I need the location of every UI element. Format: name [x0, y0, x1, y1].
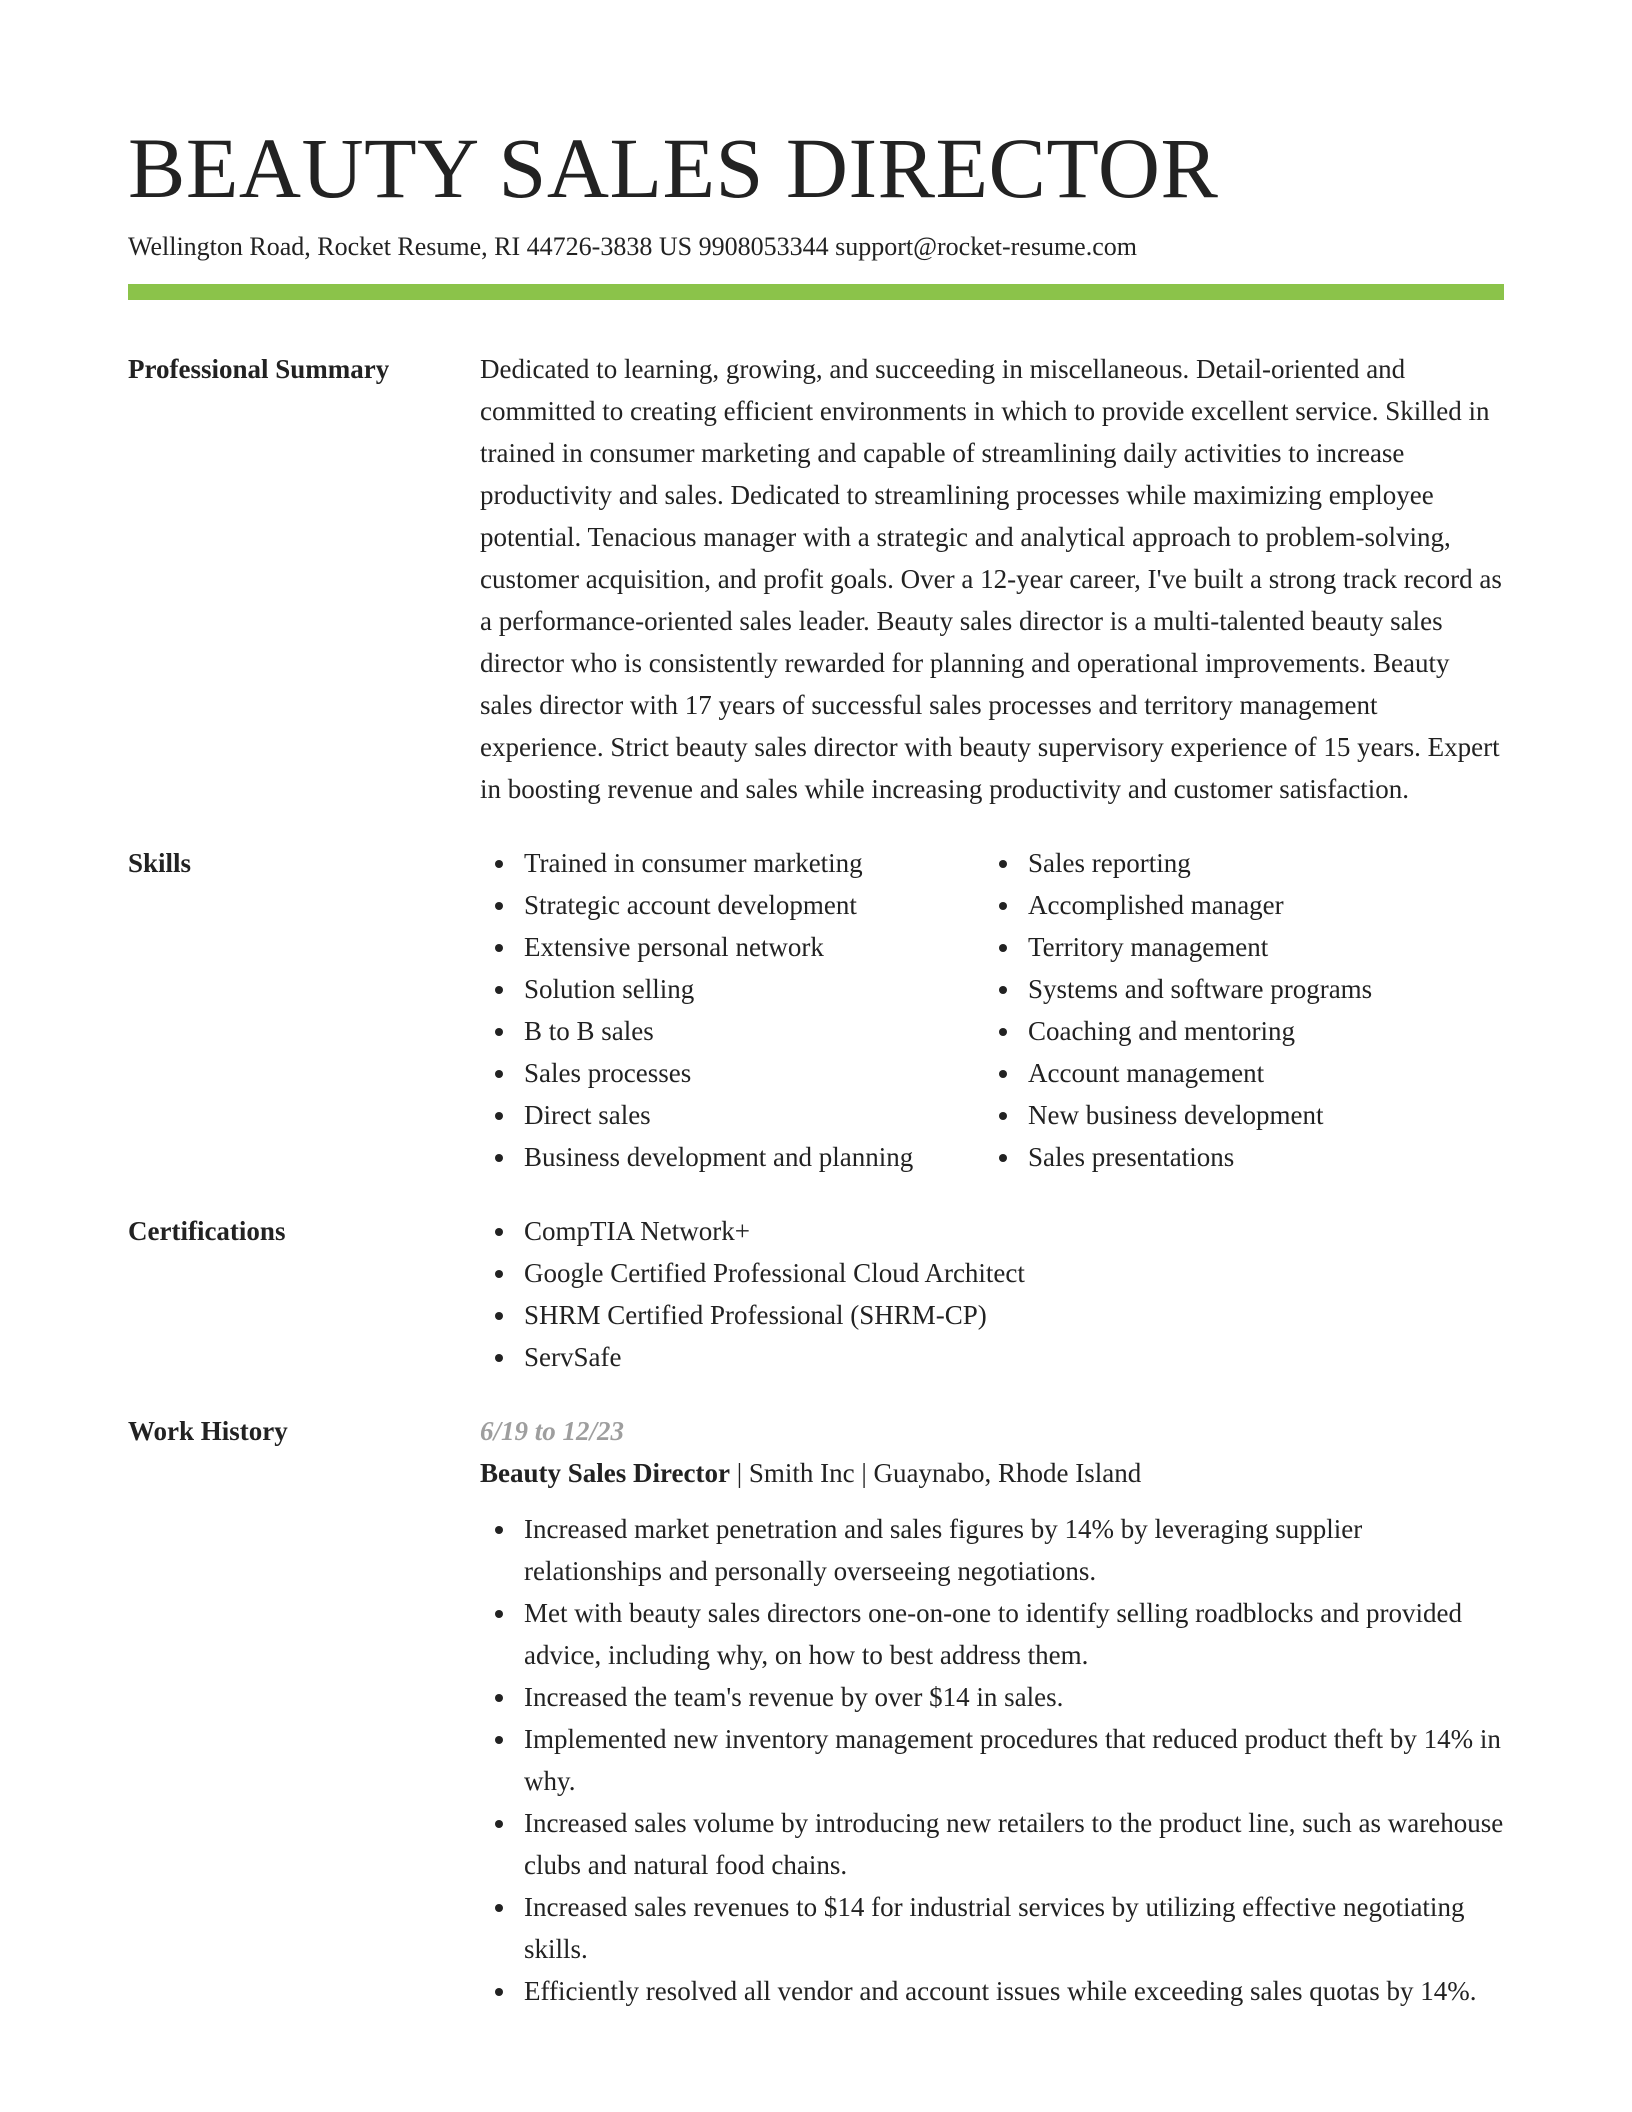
summary-body: [480, 348, 1504, 810]
job-bullet: Implemented new inventory management procedures that reduced product theft by 14% in why.: [480, 1718, 1504, 1802]
certifications-section: [128, 1210, 1504, 1378]
section-label-skills: Skills: [128, 848, 192, 878]
job-bullet: Increased sales revenues to $14 for industrial services by utilizing effective negotiating skills.: [480, 1886, 1504, 1970]
certification-item: Google Certified Professional Cloud Architect: [480, 1252, 1504, 1294]
job-details: | Smith Inc | Guaynabo, Rhode Island: [729, 1458, 1142, 1488]
skills-body: [480, 842, 1504, 1178]
summary-text: Dedicated to learning, growing, and succeeding in miscellaneous. Detail-oriented and committed to creating efficient environments in which to provide excellent service. Skilled in trained in consumer marketing and capable of streamlining daily activities to increase productivity and sales. Dedicated to streamlining processes while maximizing employee potential. Tenacious manager with a strategic and analytical approach to problem-solving, customer acquisition, and profit goals. Over a 12-year career, I've built a strong track record as a performance-oriented sales leader. Beauty sales director is a multi-talented beauty sales director who is consistently rewarded for planning and operational improvements. Beauty sales director with 17 years of successful sales processes and territory management experience. Strict beauty sales director with beauty supervisory experience of 15 years. Expert in boosting revenue and sales while increasing productivity and customer satisfaction.: [480, 354, 1502, 804]
skill-item: Strategic account development: [480, 884, 984, 926]
job-title: Beauty Sales Director: [480, 1458, 730, 1488]
skill-item: Coaching and mentoring: [984, 1010, 1504, 1052]
header-divider: [128, 284, 1504, 300]
work-history-body: [480, 1410, 1504, 2012]
job-bullet: Increased the team's revenue by over $14 in sales.: [480, 1676, 1504, 1718]
job-dates: 6/19 to 12/23: [480, 1416, 625, 1446]
work-history-section: [128, 1410, 1504, 2012]
certifications-list: [480, 1210, 1504, 1378]
summary-section: [128, 348, 1504, 810]
job-heading: [480, 1452, 1504, 1494]
job-bullet: Efficiently resolved all vendor and account issues while exceeding sales quotas by 14%.: [480, 1970, 1504, 2012]
job-bullet: Met with beauty sales directors one-on-one to identify selling roadblocks and provided advice, including why, on how to best address them.: [480, 1592, 1504, 1676]
job-bullet: Increased market penetration and sales figures by 14% by leveraging supplier relationships and personally overseeing negotiations.: [480, 1508, 1504, 1592]
skill-item: Extensive personal network: [480, 926, 984, 968]
skill-item: Direct sales: [480, 1094, 984, 1136]
skills-section: [128, 842, 1504, 1178]
skills-list-left: [480, 842, 984, 1178]
resume-title: BEAUTY SALES DIRECTOR: [128, 120, 1219, 216]
skill-item: Sales presentations: [984, 1136, 1504, 1178]
skill-item: Account management: [984, 1052, 1504, 1094]
skill-item: Territory management: [984, 926, 1504, 968]
skill-item: Systems and software programs: [984, 968, 1504, 1010]
skill-item: Trained in consumer marketing: [480, 842, 984, 884]
skill-item: Accomplished manager: [984, 884, 1504, 926]
skill-item: Business development and planning: [480, 1136, 984, 1178]
contact-line: Wellington Road, Rocket Resume, RI 44726-3838 US 9908053344 support@rocket-resume.com: [128, 232, 1137, 261]
certification-item: SHRM Certified Professional (SHRM-CP): [480, 1294, 1504, 1336]
section-label-certifications: Certifications: [128, 1216, 286, 1246]
skill-item: Solution selling: [480, 968, 984, 1010]
skills-list-right: [984, 842, 1504, 1178]
job-bullets: [480, 1508, 1504, 2012]
skill-item: Sales processes: [480, 1052, 984, 1094]
resume-page: [128, 118, 1504, 2012]
certification-item: CompTIA Network+: [480, 1210, 1504, 1252]
section-label-work-history: Work History: [128, 1416, 288, 1446]
certifications-body: [480, 1210, 1504, 1378]
skill-item: B to B sales: [480, 1010, 984, 1052]
certification-item: ServSafe: [480, 1336, 1504, 1378]
skill-item: Sales reporting: [984, 842, 1504, 884]
job-bullet: Increased sales volume by introducing new retailers to the product line, such as warehouse clubs and natural food chains.: [480, 1802, 1504, 1886]
section-label-summary: Professional Summary: [128, 354, 390, 384]
skill-item: New business development: [984, 1094, 1504, 1136]
